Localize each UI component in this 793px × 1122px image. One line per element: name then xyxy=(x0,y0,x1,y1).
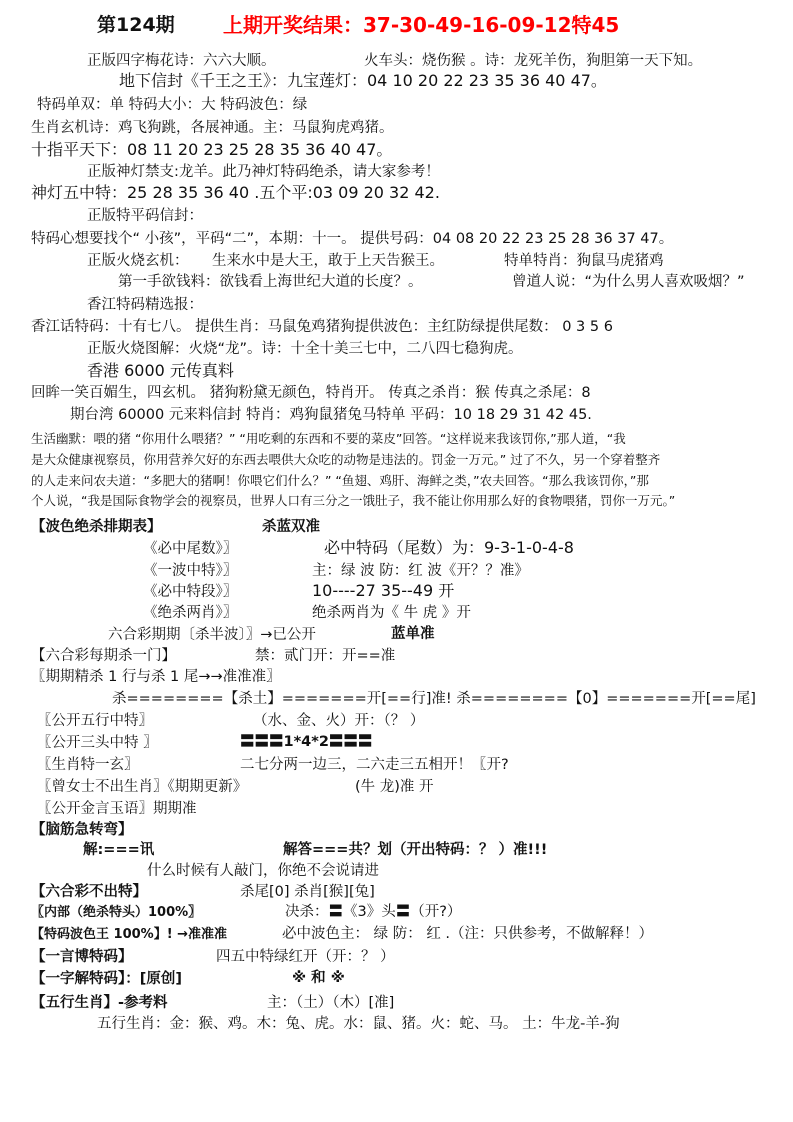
hk-talk: 香江话特码：十有七八。 提供生肖：马鼠兔鸡猪狗提供波色：主红防绿提供尾数： 0 3 5 6 xyxy=(31,319,613,335)
tail-label: 《必中尾数》〗 xyxy=(143,541,238,557)
plum-poem: 正版四字梅花诗：六六大顺。 xyxy=(87,53,276,69)
train-head: 火车头：烧伤猴 。诗：龙死羊伤，狗胆第一天下知。 xyxy=(364,53,703,69)
underground-envelope: 地下信封《千王之王》：九宝莲灯：04 10 20 22 23 35 36 40 47。 xyxy=(119,71,607,90)
color-king-value: 必中波色主： 绿 防： 红 .（注：只供参考，不做解释！） xyxy=(282,926,654,942)
kill-door-value: 禁：贰门开：开==准 xyxy=(255,648,396,664)
half-wave-value: 蓝单准 xyxy=(391,626,435,642)
taiwan-envelope: 期台湾 60000 元来料信封 特肖：鸡狗鼠猪兔马特单 平码：10 18 29 31 42 45. xyxy=(70,407,592,423)
joke-line-3: 的人走来问农夫道：“多肥大的猪啊！你喂它们什么？” “鱼翅、鸡肝、海鲜之类，”农夫回答。“那么我该罚你，”那 xyxy=(31,473,649,488)
teaser-answer-label: 解:===讯 xyxy=(83,842,155,858)
inner-kill-value: 决杀：〓《3》头〓（开?） xyxy=(285,904,462,920)
joke-line-2: 是大众健康视察员，你用营养欠好的东西去喂供大众吃的动物是违法的。罚金一万元。” 过了不久，另一个穿着整齐 xyxy=(31,452,661,467)
color-kill-value: 杀蓝双准 xyxy=(262,519,320,535)
one-word-heading: 【一言博特码】 xyxy=(31,949,133,965)
brain-teaser-heading: 【脑筋急转弯】 xyxy=(31,822,133,838)
one-word-value: 四五中特绿红开（开：？ ） xyxy=(216,949,395,965)
five-element-label: 〖公开五行中特〗 xyxy=(37,713,153,729)
one-char-value: ※ 和 ※ xyxy=(292,970,345,986)
golden-words: 〖公开金言玉语〗期期准 xyxy=(37,801,197,817)
five-element-zodiac-value: 主：（土）（木）[准] xyxy=(267,995,395,1011)
teaser-question: 什么时候有人敲门，你绝不会说请进 xyxy=(147,863,379,879)
ms-zeng-label: 〖曾女士不出生肖〗《期期更新》 xyxy=(37,779,248,795)
five-element-list: 五行生肖：金：猴、鸡。木：兔、虎。水：鼠、猪。火：蛇、马。 土：牛龙-羊-狗 xyxy=(97,1016,620,1032)
wave-value: 主：绿 波 防：红 波《开？？准》 xyxy=(312,563,529,579)
joke-line-4: 个人说，“我是国际食物学会的视察员，世界人口有三分之一饿肚子，我不能让你用那么好的食物喂猪，罚你一万元。” xyxy=(31,493,676,508)
kill-door-heading: 【六合彩每期杀一门】 xyxy=(31,648,176,664)
three-head-value: 〓〓〓1*4*2〓〓〓 xyxy=(240,734,373,750)
range-value: 10----27 35--49 开 xyxy=(312,581,455,600)
hk-fax: 香港 6000 元传真料 xyxy=(87,361,234,380)
two-zodiac-label: 《绝杀两肖》〗 xyxy=(143,605,238,621)
zodiac-mystery-label: 〖生肖特一玄〗 xyxy=(37,757,139,773)
color-king-heading: 【特码波色王 100%】! →准准准 xyxy=(31,927,228,942)
special-single: 特单特肖：狗鼠马虎猪鸡 xyxy=(504,253,664,269)
lamp-ban: 正版神灯禁支:龙羊。此乃神灯特码绝杀，请大家参考！ xyxy=(87,164,440,180)
ten-fingers: 十指平天下：08 11 20 23 25 28 35 36 40 47。 xyxy=(31,140,393,159)
three-head-label: 〖公开三头中特 〗 xyxy=(37,735,158,751)
find-child: 特码心想要找个“ 小孩”，平码“二”，本期：十一。 提供号码：04 08 20 22 23 25 28 36 37 47。 xyxy=(31,231,674,247)
range-label: 《必中特段》〗 xyxy=(143,584,238,600)
special-odd-even: 特码单双：单 特码大小：大 特码波色：绿 xyxy=(37,97,308,113)
ms-zeng-value: (牛 龙)准 开 xyxy=(355,779,434,795)
zeng-says: 曾道人说：“为什么男人喜欢吸烟？” xyxy=(512,274,745,290)
fire-riddle-label: 正版火烧玄机： xyxy=(87,253,189,269)
wave-label: 《一波中特》〗 xyxy=(143,563,238,579)
five-element-value: （水、金、火）开：（？ ） xyxy=(253,713,425,729)
fire-picture: 正版火烧图解：火烧“龙”。诗：十全十美三七中，二八四七稳狗虎。 xyxy=(87,341,523,357)
tail-value: 必中特码（尾数）为：9-3-1-0-4-8 xyxy=(324,538,574,557)
issue-title: 第124期 xyxy=(97,14,175,36)
joke-line-1: 生活幽默：喂的猪 “你用什么喂猪？” “用吃剩的东西和不要的菜皮”回答。“这样说来我该罚你,”那人道，“我 xyxy=(31,431,626,446)
no-special-heading: 【六合彩不出特】 xyxy=(31,884,147,900)
color-kill-heading: 【波色绝杀排期表】 xyxy=(31,519,162,535)
fire-riddle: 生来水中是大王，敢于上天告猴王。 xyxy=(212,253,444,269)
one-char-heading: 【一字解特码】：[原创] xyxy=(31,971,183,987)
teaser-answer: 解答===共？划（开出特码：？ ）准!!! xyxy=(283,842,548,858)
hk-report: 香江特码精选报： xyxy=(87,297,203,313)
envelope-heading: 正版特平码信封： xyxy=(87,208,203,224)
no-special-value: 杀尾[0] 杀肖[猴][兔] xyxy=(240,884,375,900)
zodiac-mystery-value: 二七分两一边三，二六走三五相开！〖开? xyxy=(240,757,509,773)
inner-kill-heading: 〖内部（绝杀特头）100%〗 xyxy=(31,905,202,920)
kill-row-tail: 〖期期精杀 1 行与杀 1 尾→→准准准〗 xyxy=(31,669,281,685)
result-numbers: 37-30-49-16-09-12特45 xyxy=(363,13,620,37)
last-draw-result xyxy=(223,12,619,38)
smile-verse: 回眸一笑百媚生，四玄机。 猪狗粉黛无颜色，特肖开。 传真之杀肖：猴 传真之杀尾：8 xyxy=(31,385,591,401)
zodiac-poem: 生肖玄机诗：鸡飞狗跳，各展神通。主：马鼠狗虎鸡猪。 xyxy=(31,120,394,136)
half-wave: 六合彩期期〔杀半波〕〗→已公开 xyxy=(108,627,316,643)
money-riddle: 第一手欲钱料：欲钱看上海世纪大道的长度？。 xyxy=(118,274,423,290)
result-label: 上期开奖结果： xyxy=(223,13,363,37)
kill-earth-line: 杀========【杀土】=======开[==行]准! 杀========【0】=======开[==尾] xyxy=(112,691,756,707)
lamp-five: 神灯五中特：25 28 35 36 40 .五个平:03 09 20 32 42. xyxy=(31,183,440,202)
two-zodiac-value: 绝杀两肖为《 牛 虎 》开 xyxy=(312,605,471,621)
five-element-zodiac-heading: 【五行生肖】-参考料 xyxy=(31,995,168,1011)
